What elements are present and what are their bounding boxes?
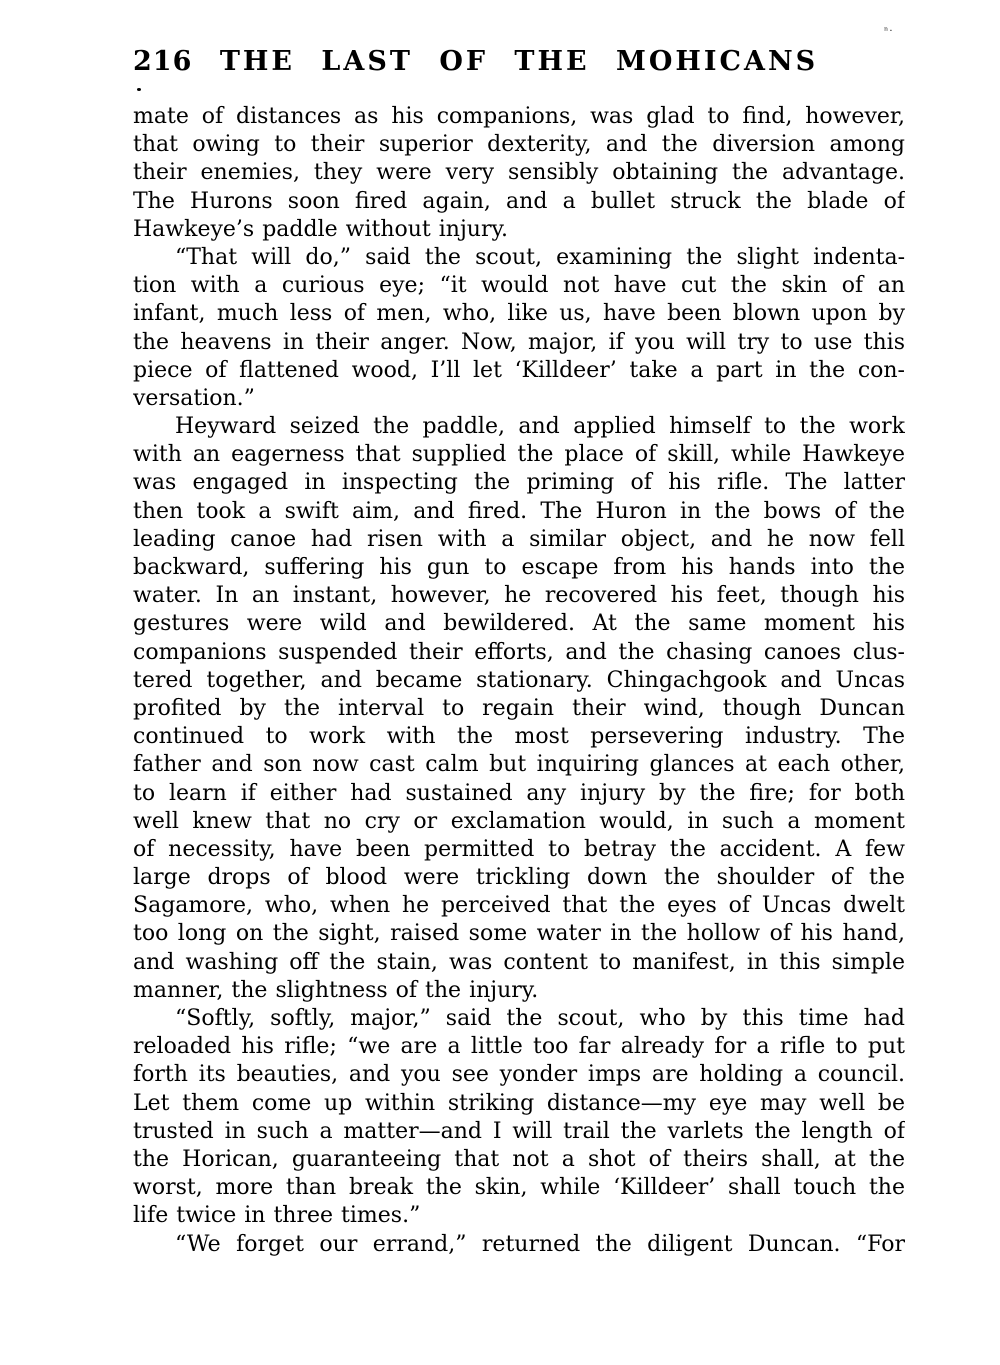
text-line: Heyward seized the paddle, and applied himself to the work	[175, 414, 905, 440]
paragraph	[133, 244, 905, 413]
text-line: piece of flattened wood, I’ll let ‘Killdeer’ take a part in the con-	[133, 357, 905, 383]
text-line: manner, the slightness of the injury.	[133, 977, 539, 1003]
paragraph	[133, 413, 905, 1005]
text-line: father and son now cast calm but inquiring glances at each other,	[133, 752, 905, 778]
text-line: with an eagerness that supplied the place of skill, while Hawkeye	[133, 442, 905, 468]
text-line: The Hurons soon fired again, and a bullet struck the blade of	[133, 188, 905, 214]
text-line: to learn if either had sustained any injury by the fire; for both	[133, 780, 905, 806]
text-line: forth its beauties, and you see yonder imps are holding a council.	[133, 1062, 905, 1088]
ink-dot-artifact	[137, 88, 141, 91]
text-line: water. In an instant, however, he recovered his feet, though his	[133, 583, 905, 609]
page-number: 216	[133, 46, 193, 77]
text-line: “We forget our errand,” returned the diligent Duncan. “For	[175, 1231, 905, 1257]
text-line: too long on the sight, raised some water in the hollow of his hand,	[133, 921, 905, 947]
text-line: mate of distances as his companions, was glad to find, however,	[133, 104, 905, 129]
text-line: continued to work with the most persevering industry. The	[133, 724, 905, 750]
text-line: infant, much less of men, who, like us, have been blown upon by	[133, 301, 905, 327]
paragraph	[133, 103, 905, 244]
text-line: Sagamore, who, when he perceived that the eyes of Uncas dwelt	[133, 893, 905, 919]
text-line: was engaged in inspecting the priming of his rifle. The latter	[133, 470, 905, 496]
text-line: trusted in such a matter—and I will trail the varlets the length of	[133, 1118, 905, 1144]
text-line: and washing off the stain, was content to manifest, in this simple	[133, 949, 905, 975]
running-title: THE LAST OF THE MOHICANS	[219, 46, 819, 77]
text-line: the Horican, guaranteeing that not a shot of theirs shall, at the	[133, 1146, 905, 1172]
text-line: of necessity, have been permitted to betray the accident. A few	[133, 836, 905, 862]
text-line: Hawkeye’s paddle without injury.	[133, 216, 508, 242]
text-line: well knew that no cry or exclamation would, in such a moment	[133, 808, 905, 834]
text-line: life twice in three times.”	[133, 1203, 421, 1229]
text-line: versation.”	[133, 385, 255, 411]
running-header	[133, 46, 905, 82]
paragraph	[133, 1005, 905, 1231]
text-line: their enemies, they were very sensibly obtaining the advantage.	[133, 160, 905, 186]
text-line: Let them come up within striking distance—my eye may well be	[133, 1090, 905, 1116]
body-text	[133, 103, 905, 1259]
scan-artifact-mark: ⁿ·	[884, 26, 894, 37]
text-line: “That will do,” said the scout, examining the slight indenta-	[175, 244, 905, 270]
text-line: “Softly, softly, major,” said the scout, who by this time had	[175, 1006, 905, 1031]
text-line: worst, more than break the skin, while ‘Killdeer’ shall touch the	[133, 1175, 905, 1201]
text-line: that owing to their superior dexterity, and the diversion among	[133, 132, 905, 158]
text-line: the heavens in their anger. Now, major, if you will try to use this	[133, 329, 905, 355]
text-line: backward, suffering his gun to escape from his hands into the	[133, 555, 905, 580]
text-line: tion with a curious eye; “it would not have cut the skin of an	[133, 273, 905, 299]
text-line: large drops of blood were trickling down the shoulder of the	[133, 865, 905, 891]
text-line: tered together, and became stationary. Chingachgook and Uncas	[133, 667, 905, 693]
text-line: then took a swift aim, and fired. The Huron in the bows of the	[133, 498, 905, 524]
text-line: reloaded his rifle; “we are a little too far already for a rifle to put	[133, 1034, 905, 1060]
text-line: gestures were wild and bewildered. At the same moment his	[133, 611, 905, 637]
text-line: profited by the interval to regain their wind, though Duncan	[133, 695, 905, 721]
text-line: companions suspended their efforts, and the chasing canoes clus-	[133, 639, 905, 665]
paragraph	[133, 1231, 905, 1259]
text-line: leading canoe had risen with a similar object, and he now fell	[133, 526, 905, 552]
